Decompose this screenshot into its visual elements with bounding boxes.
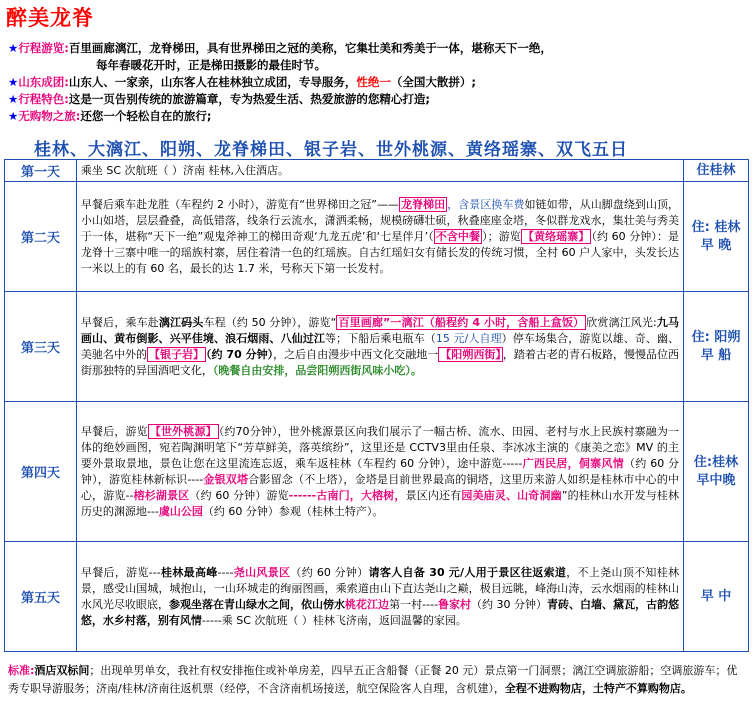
page-title: 醉美龙脊 [6, 6, 94, 30]
description-segment: 【阳朔西街】 [440, 347, 501, 361]
description-segment: 榕杉湖景区 [133, 488, 190, 502]
description-segment: （约 60 分钟）参观（桂林土特产）。 [202, 504, 384, 518]
description-segment: ，之后自由漫步中西文化交融地一 [273, 347, 439, 361]
description-segment: ，含景区换车费 [447, 197, 525, 211]
description-segment: 不含中餐 [435, 229, 481, 243]
features-line-2 [8, 57, 748, 74]
itinerary-row [5, 292, 749, 402]
day-description [76, 402, 683, 542]
description-segment: 虞山公园 [158, 504, 203, 518]
description-segment: 第一村---- [389, 597, 438, 611]
stay-meals: 住桂林 [684, 160, 749, 182]
day-description [76, 160, 683, 182]
day-label: 第二天 [5, 182, 77, 292]
description-segment: 乘坐 SC 次航班（ ）济南 桂林,入住酒店。 [80, 163, 290, 177]
description-segment: 合影留念（不上塔），金塔是目前世界最高的铜塔，这里历来游人如织是桂林市中心的中心，游览-- [80, 472, 680, 502]
description-segment: 广西民居，侗寨风情 [522, 456, 624, 470]
description-segment: （约 30 分钟） [471, 597, 548, 611]
star-icon: ★ [8, 92, 19, 106]
note-section [8, 662, 748, 698]
features-line [8, 40, 748, 57]
features-text-1: 百里画廊漓江，龙脊梯田，具有世界梯田之冠的美称，它集壮美和秀美于一体，堪称天下一绝， [68, 41, 552, 55]
itinerary-row [5, 542, 749, 652]
description-segment: ------古南门，大榕树， [288, 488, 406, 502]
group-label: 山东成团: [18, 75, 69, 89]
stay-meals: 住: 桂林 早 晚 [684, 182, 749, 292]
group-suffix: （全国大散拼）; [390, 75, 477, 89]
description-segment: 景区内还有 [405, 488, 462, 502]
description-segment: 请客人自备 30 元/人用于景区往返索道 [368, 565, 567, 579]
route-line: 桂林、大漓江、阳朔、龙脊梯田、银子岩、世外桃源、黄络瑶寨、双飞五日 [34, 140, 628, 160]
group-text: 山东人、一家亲，山东客人在桂林独立成团，专导服务， [68, 75, 357, 89]
group-line [8, 74, 748, 91]
description-segment: 桃花江边 [345, 597, 390, 611]
description-segment: ）停车场集合，游览以雄、奇、幽、美驰名中外的 [80, 331, 680, 361]
noshop-label: 无购物之旅: [18, 109, 81, 123]
description-segment: 早餐后乘车赴龙胜（车程约 2 小时），游览有“世界梯田之冠”—— [80, 197, 399, 211]
description-segment: 【世外桃源】 [149, 424, 217, 438]
day-label: 第五天 [5, 542, 77, 652]
description-segment: 【黄络瑶寨】 [522, 229, 590, 243]
special-line [8, 91, 748, 108]
description-segment: 早餐后，游览--- [80, 565, 161, 579]
itinerary-table [4, 159, 749, 652]
features-label: 行程游览: [18, 41, 69, 55]
noshop-line [8, 108, 748, 125]
stay-meals: 住:桂林 早中晚 [684, 402, 749, 542]
itinerary-row [5, 160, 749, 182]
star-icon: ★ [8, 41, 19, 55]
description-segment: 15 元/人自理 [435, 331, 502, 345]
description-segment: （约 60 分钟），游览桂林新标识---- [80, 456, 680, 486]
description-segment: 【银子岩】 [148, 347, 205, 361]
description-segment: ”的桂林山水开发与桂林历史的渊源地--- [80, 488, 680, 518]
star-icon: ★ [8, 109, 19, 123]
description-segment: （约 60 分钟） [290, 565, 369, 579]
itinerary-row [5, 402, 749, 542]
description-segment: （约70分钟），世外桃源景区向我们展示了一幅古桥、流水、田园、老村与水上民族村寨融为一体的绝妙画图，宛若陶渊明笔下“芳草鲜美，落英缤纷”，这里还是 CCTV3里由任泉、李冰冰主演的《康美之恋》MV 的主要外景取景地，景色让您在这里流连忘返，乘车返桂林（车程约 60 分钟），途中游览----- [80, 424, 680, 470]
noshop-text: 还您一个轻松自在的旅行; [80, 109, 212, 123]
day-label: 第一天 [5, 160, 77, 182]
note-label: 标准: [8, 664, 35, 677]
description-segment: 百里画廊”一漓江（船程约 4 小时，含船上盒饭） [338, 315, 585, 329]
description-segment: 鲁家村 [437, 597, 471, 611]
description-segment: ）；游览 [482, 229, 521, 243]
description-segment: 桂林最高峰 [160, 565, 218, 579]
description-segment: 欣赏漓江风光: [586, 315, 657, 329]
day-label: 第三天 [5, 292, 77, 402]
itinerary-row [5, 182, 749, 292]
description-segment: 参观坐落在青山绿水之间，依山傍水 [168, 597, 346, 611]
group-highlight: 性绝一 [356, 75, 391, 89]
description-segment: 尧山风景区 [233, 565, 291, 579]
description-segment: 园美庙灵、山奇洞幽 [461, 488, 562, 502]
description-segment: （约 70 分钟） [206, 347, 274, 361]
features-text-2: 每年春暖花开时，正是梯田摄影的最佳时节。 [96, 58, 326, 72]
star-icon: ★ [8, 75, 19, 89]
special-text: 这是一页告别传统的旅游篇章，专为热爱生活、热爱旅游的您精心打造; [68, 92, 431, 106]
stay-meals: 早 中 [684, 542, 749, 652]
description-segment: 漓江码头 [158, 315, 204, 329]
intro-section [8, 40, 748, 125]
description-segment: （晚餐自由安排，品尝阳朔西街风味小吃）。 [212, 363, 422, 377]
description-segment: 青砖、白墙、黛瓦，古韵悠悠，水乡村落，别有风情 [80, 597, 680, 627]
day-description [76, 542, 683, 652]
day-description [76, 182, 683, 292]
stay-meals: 住: 阳朔 早 船 [684, 292, 749, 402]
description-segment: （约 60 分钟）：是龙脊十三寨中唯一的瑶族村寨，居住着清一色的红瑶族。自古红瑶妇女有储长发的传统习惯，全村 60 户人家中，头发长达一米以上的有 60 名，最长的达 1.7 米，号称天下第一长发村。 [80, 229, 680, 275]
note-part-1: 酒店双标间 [34, 664, 90, 677]
description-segment: （约 60 分钟）游览 [189, 488, 289, 502]
description-segment: ，不上尧山顶不知桂林景，感受山国城，城抱山，一山环城走的绚丽图画，乘索道由山下直达尧山之巅，极目远眺，峰海山涛，云水烟雨的桂林山水风光尽收眼底， [80, 565, 680, 611]
description-segment: 金银双塔 [203, 472, 249, 486]
description-segment: 如链如带，从山脚盘绕到山顶，小山如塔，层层叠叠，高低错落，线条行云流水，潇洒柔畅，规模磅礴壮硕，秋叠座座金塔，冬似群龙戏水，集壮美与秀美于一体，堪称“天下一绝”观鬼斧神工的梯田奇观‘九龙五虎’和‘七星伴月’（ [80, 197, 680, 243]
description-segment: 龙脊梯田 [400, 197, 446, 211]
description-segment: 早餐后，乘车赴 [80, 315, 159, 329]
description-segment: ，踏着古老的青石板路，慢慢品位西街那独特的异国酒吧文化， [80, 347, 680, 377]
description-segment: 等；下船后乘电瓶车（ [324, 331, 436, 345]
description-segment: 九马画山、黄布倒影、兴平佳境、浪石烟雨、八仙过江 [80, 315, 680, 345]
description-segment: 早餐后，游览 [80, 424, 148, 438]
description-segment: -----乘 SC 次航班（ ）桂林飞济南，返回温馨的家园。 [201, 613, 467, 627]
note-part-3: 全程不进购物店，土特产不算购物店。 [504, 682, 692, 695]
note-part-2: ；出现单男单女，我社有权安排拖住或补单房差，四早五正含船餐（正餐 20 元）景点第一门洞票；漓江空调旅游船；空调旅游车；优秀专职导游服务；济南/桂林/济南往返机票（经停，不含济南机场接送，航空保险客人自理，含机建）， [8, 664, 738, 695]
day-description [76, 292, 683, 402]
description-segment: 车程（约 50 分钟），游览“ [203, 315, 337, 329]
day-label: 第四天 [5, 402, 77, 542]
description-segment: ---- [217, 565, 234, 579]
special-label: 行程特色: [18, 92, 69, 106]
